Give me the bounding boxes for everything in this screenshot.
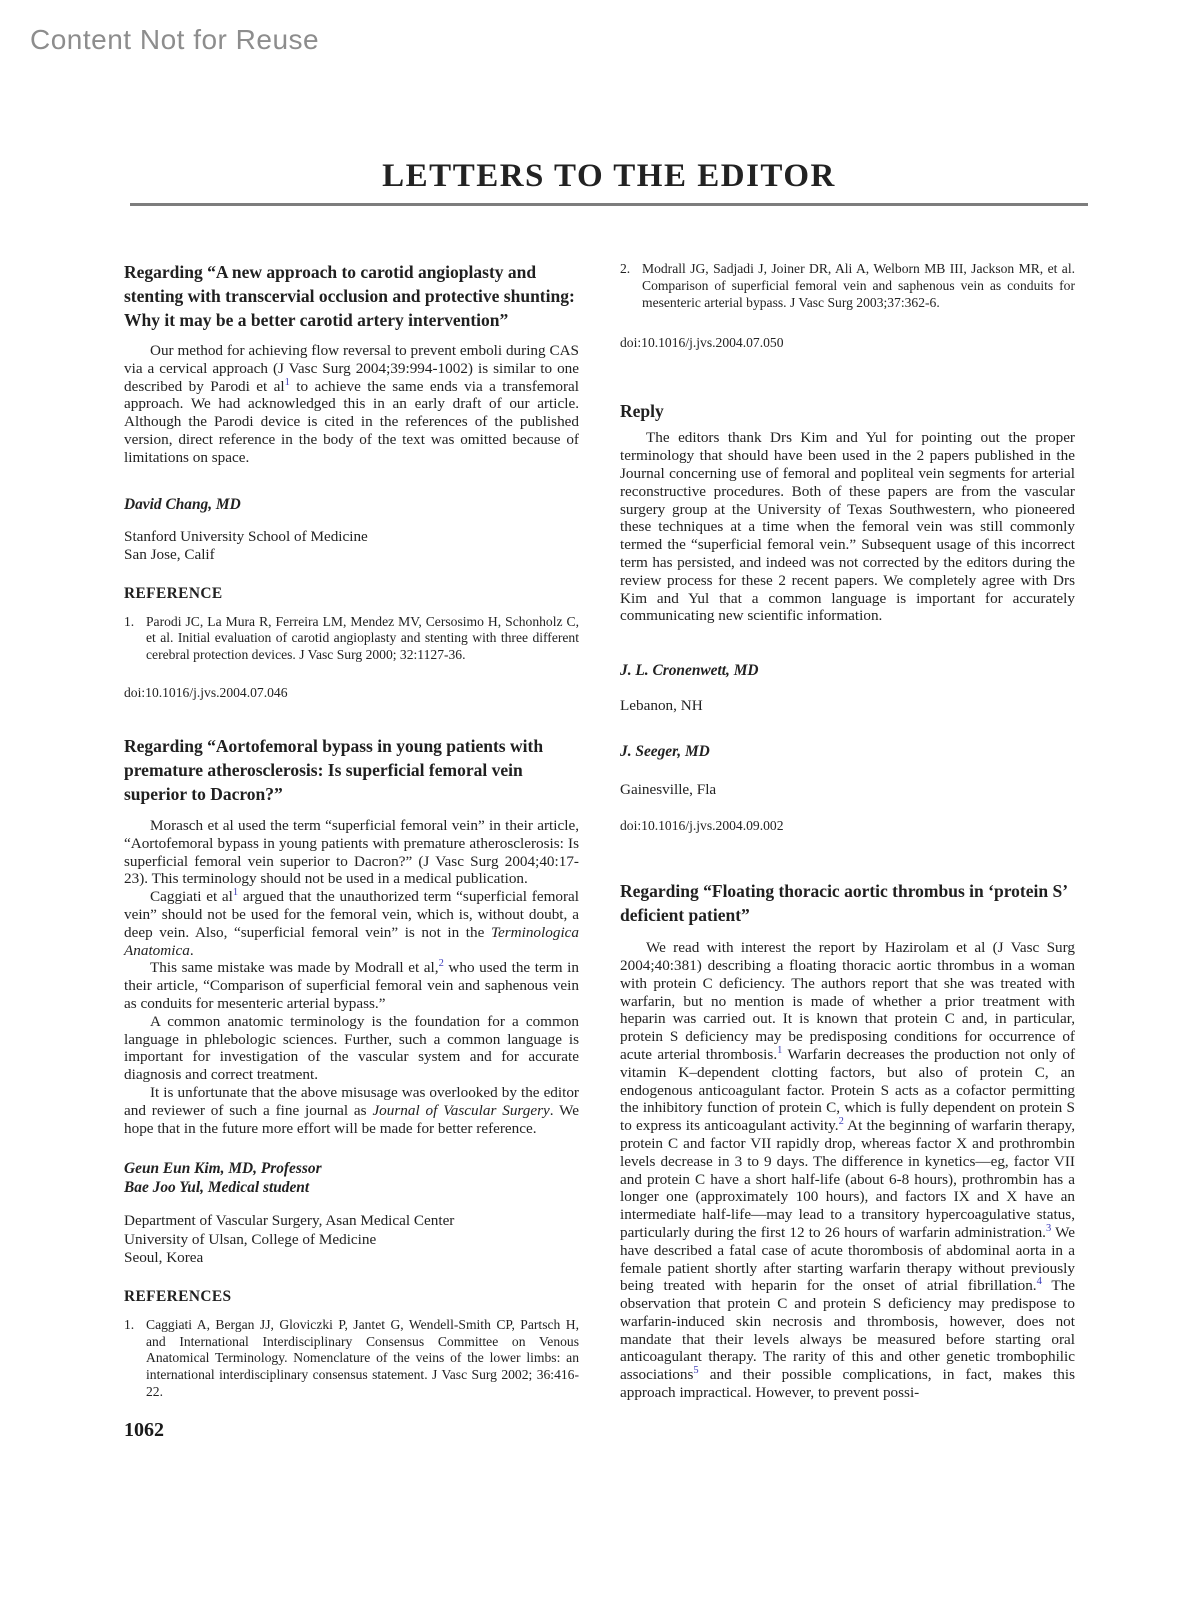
text-segment: to achieve the same ends via a transfemoral approach. We had acknowledged this in an early draft of our article. Although the Parodi device is cited in the references of the published version, direct reference in the body of the text was omitted because of limitations on space. (124, 377, 579, 466)
text-segment: It is unfortunate that the above misusage was overlooked by the editor and reviewer of such a fine journal as (124, 1083, 579, 1119)
letter2-paragraph-4: A common anatomic terminology is the foundation for a common language in phlebologic sciences. Further, such a common language is important for investigation of the vascular system and for accurate diagnosis and correct treatment. (124, 1012, 579, 1084)
text-segment: This same mistake was made by Modrall et al, (150, 959, 439, 977)
affiliation-line: University of Ulsan, College of Medicine (124, 1230, 377, 1248)
affiliation-block (124, 1212, 579, 1268)
letter2-paragraph-1: Morasch et al used the term “superficial femoral vein” in their article, “Aortofemoral bypass in young patients with premature atherosclerosis: Is superficial femoral vein superior to Dacron?” (J Vasc Surg 2004;40:17-23). This terminology should not be used in a medical publication. (124, 816, 579, 888)
doi-line: doi:10.1016/j.jvs.2004.09.002 (620, 818, 784, 834)
italic-title: Terminologica Anatomica (124, 923, 579, 959)
reference-number: 1. (124, 1316, 135, 1332)
affiliation-block (124, 528, 579, 565)
affiliation-line: Department of Vascular Surgery, Asan Medical Center (124, 1212, 455, 1230)
italic-journal-name: Journal of Vascular Surgery (372, 1101, 550, 1119)
text-segment: who used the term in their article, “Comparison of superficial femoral vein and saphenous vein as conduits for mesenteric arterial bypass.” (124, 959, 579, 1012)
reference-item (124, 614, 579, 664)
affiliation-line: Stanford University School of Medicine (124, 527, 368, 545)
page-number: 1062 (124, 1418, 164, 1441)
citation-superscript[interactable]: 4 (1036, 1276, 1042, 1288)
doi-line: doi:10.1016/j.jvs.2004.07.046 (124, 684, 288, 700)
reply-paragraph: The editors thank Drs Kim and Yul for pointing out the proper terminology that should have been used in the 2 papers published in the Journal concerning use of femoral and popliteal vein segments for arterial reconstructive procedures. Both of these papers are from the vascular surgery group at the University of Texas Southwestern, who pioneered these techniques at a time when the femoral vein was still commonly termed the “superficial femoral vein.” Subsequent usage of this incorrect term has persisted, and indeed was not corrected by the editors during the review process for these 2 recent papers. We completely agree with Drs Kim and Yul that a common language is important for accurately communicating new scientific information. (620, 429, 1075, 625)
title-rule (130, 203, 1088, 206)
reply-heading: Reply (620, 401, 664, 422)
citation-superscript[interactable]: 5 (693, 1365, 699, 1377)
text-segment: We have described a fatal case of acute thorombosis of abdominal aorta in a female patient shortly after starting warfarin therapy without previously being treated with heparin for the onset of atrial fibrillation. (620, 1223, 1075, 1295)
citation-superscript[interactable]: 3 (1045, 1222, 1052, 1234)
reference-number: 2. (620, 261, 631, 276)
text-segment: . We hope that in the future more effort will be made for better reference. (124, 1101, 579, 1137)
letter3-heading: Regarding “Floating thoracic aortic thrombus in ‘protein S’ deficient patient” (620, 881, 1067, 926)
reference-item (124, 1317, 579, 1401)
text-segment: At the beginning of warfarin therapy, protein C and factor VII rapidly drop, whereas factor X and prothrombin levels decrease in 3 to 9 days. The difference in kynetics—eg, factor VII and protein C have a short half-life (about 6-8 hours), prothrombin has a longer one (approximately 100 hours), and factors IX and X have an intermediate half-life—may lead to a transitory hypercoagulative status, particularly during the first 12 to 26 hours of warfarin administration. (620, 1117, 1075, 1241)
masthead (130, 158, 1088, 206)
affiliation-line: Gainesville, Fla (620, 780, 717, 798)
text-segment: Warfarin decreases the production not only of vitamin K–dependent clotting factors, but also of protein C, an endogenous anticoagulant factor. Protein S acts as a cofactor permitting the inhibitory function of protein C, which is fully dependent on protein S to express its anticoagulant activity. (620, 1045, 1075, 1135)
author-signature: Bae Joo Yul, Medical student (124, 1179, 310, 1197)
author-signature: J. Seeger, MD (620, 742, 710, 760)
letter1-heading: Regarding “A new approach to carotid angioplasty and stenting with transcervial occlusion and protective shunting: Why it may be a better carotid artery intervention” (124, 262, 575, 330)
affiliation-line: Lebanon, NH (620, 697, 703, 715)
citation-superscript[interactable]: 2 (438, 958, 444, 970)
text-segment: and their possible complications, in fact, makes this approach impractical. However, to prevent possi- (620, 1366, 1075, 1402)
letter2-paragraph-5 (124, 1084, 579, 1137)
author-signature: Geun Eun Kim, MD, Professor (124, 1160, 322, 1178)
page-title: LETTERS TO THE EDITOR (382, 158, 836, 194)
author-signature: J. L. Cronenwett, MD (620, 662, 759, 680)
references-heading: REFERENCE (124, 584, 223, 602)
reference-number: 1. (124, 613, 135, 629)
doi-line: doi:10.1016/j.jvs.2004.07.050 (620, 335, 784, 351)
text-segment: Caggiati et al (150, 888, 233, 906)
reference-text: Parodi JC, La Mura R, Ferreira LM, Mendez MV, Cersosimo H, Schonholz C, et al. Initial evaluation of carotid angioplasty and stenting with three different cerebral protection devices. J Vasc Surg 2000; 32:1127-36. (146, 613, 579, 663)
letter2-paragraph-3 (124, 959, 579, 1012)
letter2-heading: Regarding “Aortofemoral bypass in young patients with premature atherosclerosis: Is superficial femoral vein superior to Dacron?” (124, 735, 544, 804)
text-segment: We read with interest the report by Hazirolam et al (J Vasc Surg 2004;40:381) describing a floating thoracic aortic thrombus in a woman with protein C deficiency. The authors report that she was treated with warfarin, but no mention is made of whether a prior treatment with heparin was carried out. It is known that protein C and, in particular, protein S deficiency may be predisposing conditions for occurrence of acute arterial thrombosis. (620, 939, 1075, 1063)
letter1-paragraph (124, 342, 579, 467)
citation-superscript[interactable]: 1 (284, 376, 290, 388)
text-segment: Our method for achieving flow reversal to prevent emboli during CAS via a cervical approach (J Vasc Surg 2004;39:994-1002) is similar to one described by Parodi et al (124, 342, 579, 395)
text-segment: The observation that protein C and protein S deficiency may predispose to warfarin-induced skin necrosis and thrombosis, however, does not mandate that their levels always be measured before starting oral anticoagulant therapy. The rarity of this and other genetic trombophilic associations (620, 1277, 1075, 1384)
citation-superscript[interactable]: 1 (777, 1044, 783, 1056)
affiliation-line: San Jose, Calif (124, 546, 215, 564)
author-signature: David Chang, MD (124, 495, 241, 513)
watermark: Content Not for Reuse (30, 24, 320, 55)
left-column (124, 258, 579, 1442)
reference-text: Caggiati A, Bergan JJ, Gloviczki P, Jantet G, Wendell-Smith CP, Partsch H, and International Interdisciplinary Consensus Committee on Venous Anatomical Terminology. Nomenclature of the veins of the lower limbs: an international interdisciplinary consensus statement. J Vasc Surg 2002; 36:416-22. (146, 1316, 579, 1399)
reference-text: Modrall JG, Sadjadi J, Joiner DR, Ali A, Welborn MB III, Jackson MR, et al. Comparison of superficial femoral vein and saphenous vein as conduits for mesenteric arterial bypass. J Vasc Surg 2003;37:362-6. (642, 261, 1075, 310)
citation-superscript[interactable]: 1 (232, 887, 239, 899)
letter3-paragraph (620, 939, 1075, 1402)
references-heading: REFERENCES (124, 1287, 232, 1305)
text-segment: . (189, 941, 194, 959)
affiliation-line: Seoul, Korea (124, 1249, 204, 1267)
signature-block (124, 1159, 579, 1197)
text-segment: argued that the unauthorized term “superficial femoral vein” should not be used for the femoral vein, which is, without doubt, a deep vein. Also, “superficial femoral vein” is not in the (124, 888, 580, 941)
citation-superscript[interactable]: 2 (838, 1116, 844, 1128)
reference-item (620, 261, 1075, 311)
right-column (620, 258, 1075, 1402)
letter2-paragraph-2 (124, 888, 579, 959)
